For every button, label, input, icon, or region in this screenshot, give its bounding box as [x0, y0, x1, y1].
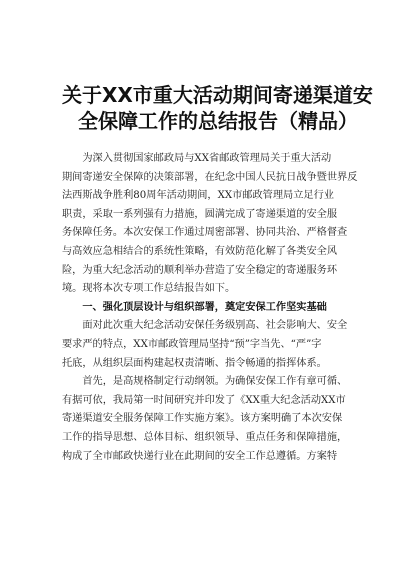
title-line-1: 关于XX市重大活动期间寄递渠道安 [62, 83, 373, 107]
title-line-2: 全保障工作的总结报告（精品） [78, 109, 358, 133]
text-line: 工作的指导思想、总体目标、组织领导、重点任务和保障措施， [62, 431, 348, 443]
text-line: 面对此次重大纪念活动安保任务级别高、社会影响大、安全 [62, 320, 348, 332]
text-line: 为深入贯彻国家邮政局与XX省邮政管理局关于重大活动 [62, 153, 332, 164]
body-paragraph [62, 150, 362, 299]
text-line: 托底，从组织层面构建起权责清晰、指令畅通的指挥体系。 [62, 357, 327, 369]
text-line: 境。现将本次专项工作总结报告如下。 [62, 283, 236, 295]
text-line: 期间寄递安全保障的决策部署，在纪念中国人民抗日战争暨世界反 [62, 171, 358, 183]
body-paragraph [62, 373, 362, 466]
text-line: 要求严的特点，XX市邮政管理局坚持“预”字当先、“严”字 [62, 338, 322, 350]
text-line: 险，为重大纪念活动的顺利举办营造了安全稳定的寄递服务环 [62, 264, 338, 276]
text-line: 职责，采取一系列强有力措施，圆满完成了寄递渠道的安全服 [62, 208, 338, 220]
text-line: 务保障任务。本次安保工作通过周密部署、协同共治、严格督查 [62, 227, 348, 239]
text-line: 与高效应急相结合的系统性策略，有效防范化解了各类安全风 [62, 245, 338, 257]
text-line: 首先，是高规格制定行动纲领。为确保安保工作有章可循、 [62, 376, 348, 388]
text-line: 一、强化顶层设计与组织部署，奠定安保工作坚实基础 [62, 301, 327, 313]
body-paragraph [62, 317, 362, 373]
text-line: 构成了全市邮政快递行业在此期间的安全工作总遵循。方案特 [62, 450, 338, 462]
section-heading [62, 299, 362, 318]
text-line: 有据可依，我局第一时间研究并印发了《XX重大纪念活动XX市 [62, 394, 346, 406]
document-title [62, 82, 373, 134]
text-line: 法西斯战争胜利80周年活动期间，XX市邮政管理局立足行业 [62, 190, 334, 202]
text-line: 寄递渠道安全服务保障工作实施方案》。该方案明确了本次安保 [62, 413, 343, 425]
document-body [62, 150, 362, 466]
